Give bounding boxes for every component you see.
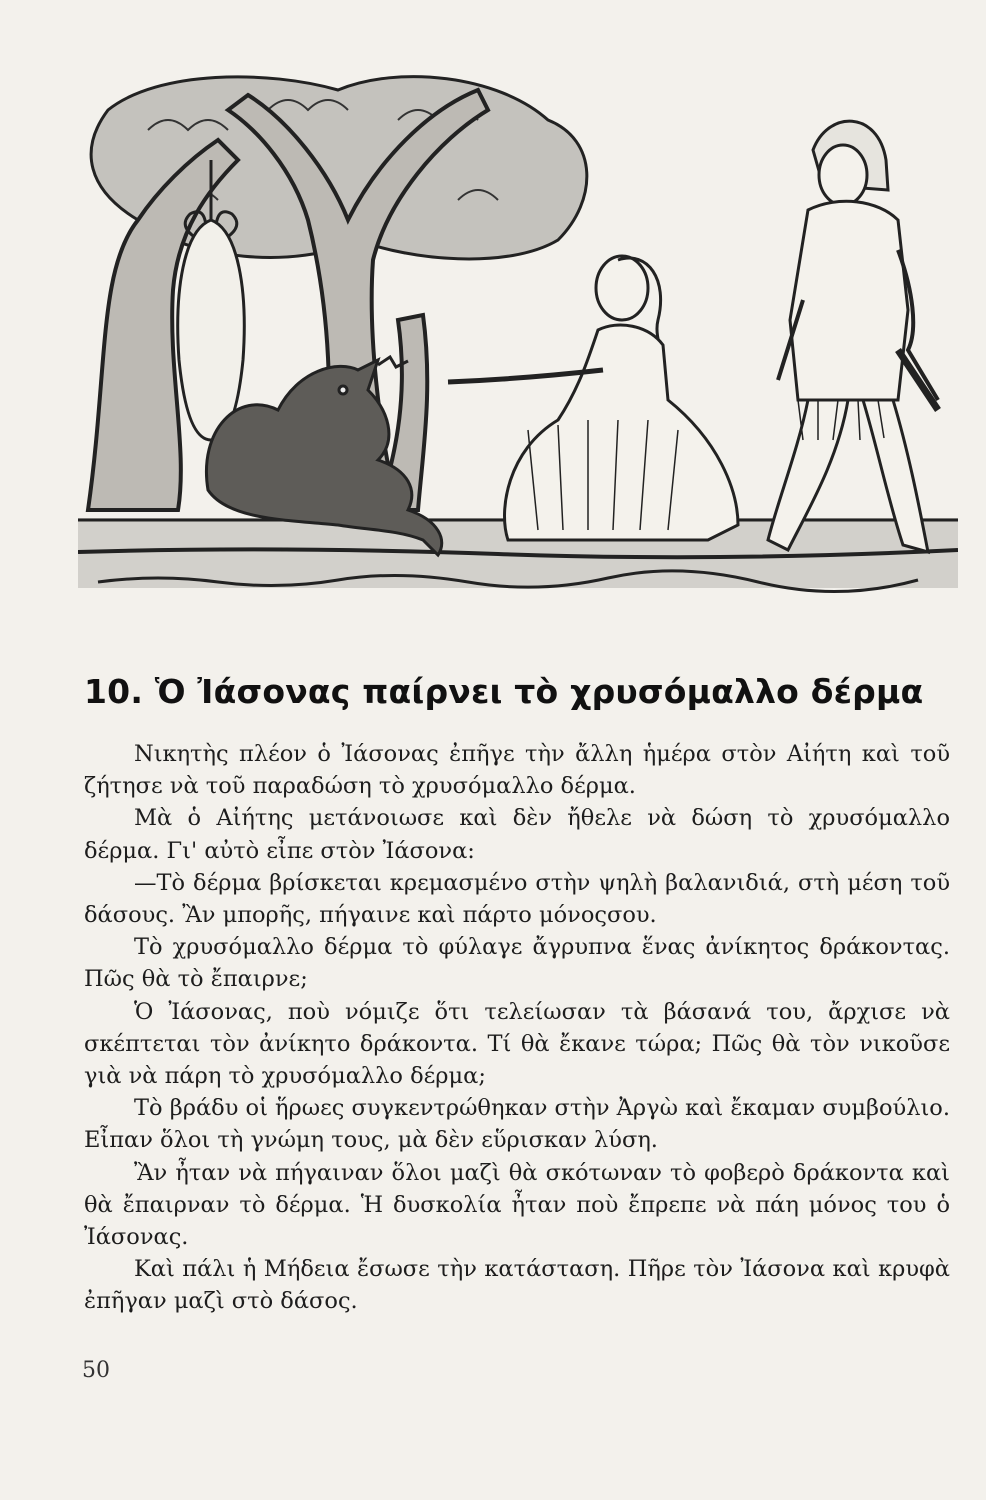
medea-figure <box>448 256 738 540</box>
paragraph: Ἂν ἦταν νὰ πήγαιναν ὅλοι μαζὶ θὰ σκότωναν τὸ φοβερὸ δράκοντα καὶ θὰ ἔπαιρναν τὸ δέρμα. Ἡ δυσκολία ἦταν ποὺ ἔπρεπε νὰ πάη μόνος του ὁ Ἰάσονας. <box>84 1159 950 1251</box>
paragraph: Νικητὴς πλέον ὁ Ἰάσονας ἐπῆγε τὴν ἄλλη ἡμέρα στὸν Αἰήτη καὶ τοῦ ζήτησε νὰ τοῦ παραδώση τὸ χρυσόμαλλο δέρμα. <box>84 741 950 800</box>
page-number: 50 <box>82 1358 110 1383</box>
illustration <box>78 70 958 630</box>
paragraph: Μὰ ὁ Αἰήτης μετάνοιωσε καὶ δὲν ἤθελε νὰ δώση τὸ χρυσόμαλλο δέρμα. Γι' αὐτὸ εἶπε στὸν Ἰάσονα: <box>84 805 950 864</box>
chapter-title: 10. Ὁ Ἰάσονας παίρνει τὸ χρυσόμαλλο δέρμα <box>84 672 924 711</box>
paragraph: Καὶ πάλι ἡ Μήδεια ἔσωσε τὴν κατάσταση. Πῆρε τὸν Ἰάσονα καὶ κρυφὰ ἐπῆγαν μαζὶ στὸ δάσος. <box>84 1256 950 1315</box>
paragraph: Ὁ Ἰάσονας, ποὺ νόμιζε ὅτι τελείωσαν τὰ βάσανά του, ἄρχισε νὰ σκέπτεται τὸν ἀνίκητο δράκοντα. Τί θὰ ἔκανε τώρα; Πῶς θὰ τὸν νικοῦσε γιὰ νὰ πάρη τὸ χρυσόμαλλο δέρμα; <box>84 998 950 1090</box>
chapter-body <box>84 738 950 1318</box>
paragraph: —Τὸ δέρμα βρίσκεται κρεμασμένο στὴν ψηλὴ βαλανιδιά, στὴ μέση τοῦ δάσους. Ἂν μπορῆς, πήγαινε καὶ πάρτο μόνοςσου. <box>84 869 950 929</box>
paragraph: Τὸ βράδυ οἱ ἥρωες συγκεντρώθηκαν στὴν Ἀργὼ καὶ ἔκαμαν συμβούλιο. Εἶπαν ὅλοι τὴ γνώμη τους, μὰ δὲν εὕρισκαν λύση. <box>84 1095 950 1154</box>
jason-figure <box>768 121 938 552</box>
paragraph: Τὸ χρυσόμαλλο δέρμα τὸ φύλαγε ἄγρυπνα ἕνας ἀνίκητος δράκοντας. Πῶς θὰ τὸ ἔπαιρνε; <box>84 934 950 993</box>
